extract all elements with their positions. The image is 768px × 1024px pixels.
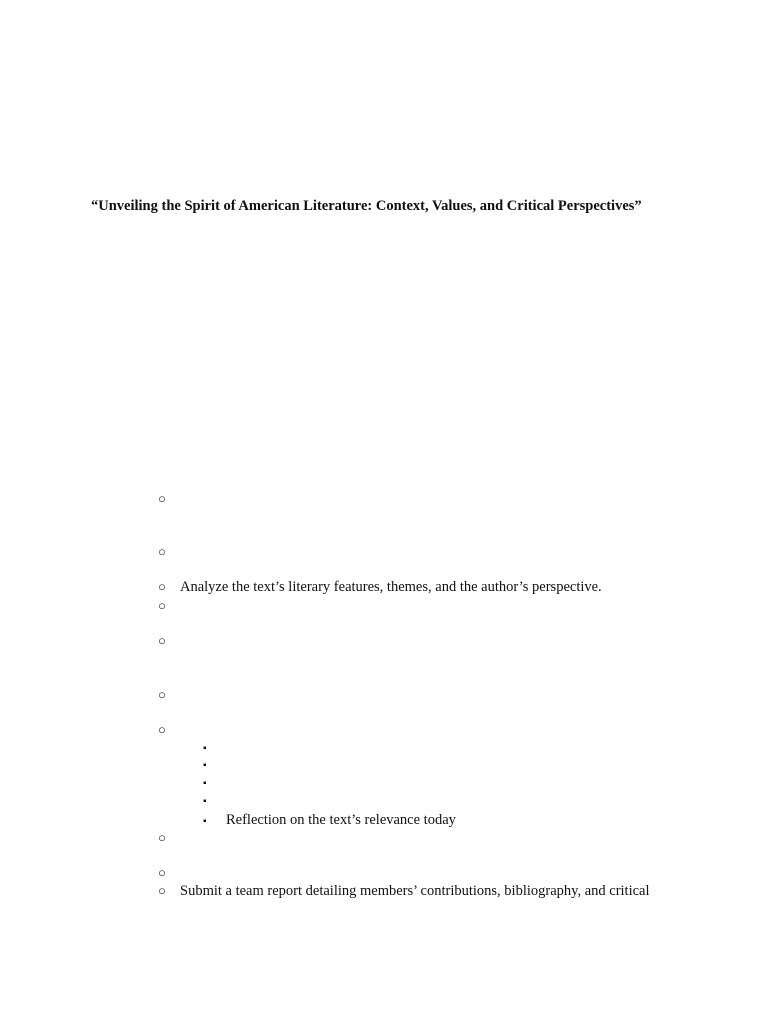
circle-bullet-icon: ○ bbox=[158, 830, 166, 845]
circle-bullet-icon: ○ bbox=[158, 491, 166, 506]
list-item bbox=[158, 597, 180, 615]
circle-bullet-icon: ○ bbox=[158, 722, 166, 737]
square-bullet-icon: ▪ bbox=[203, 816, 207, 827]
square-bullet-icon: ▪ bbox=[203, 796, 207, 807]
list-item bbox=[158, 632, 180, 650]
list-item bbox=[158, 864, 180, 882]
square-bullet-icon: ▪ bbox=[203, 778, 207, 789]
square-bullet-icon: ▪ bbox=[203, 760, 207, 771]
list-item bbox=[158, 882, 650, 900]
circle-bullet-icon: ○ bbox=[158, 687, 166, 702]
circle-bullet-icon: ○ bbox=[158, 883, 166, 898]
document-title: “Unveiling the Spirit of American Literature: Context, Values, and Critical Perspectives” bbox=[91, 198, 642, 214]
circle-bullet-icon: ○ bbox=[158, 633, 166, 648]
sub-list-item bbox=[203, 773, 226, 793]
circle-bullet-icon: ○ bbox=[158, 865, 166, 880]
sub-list-item-text: Reflection on the text’s relevance today bbox=[226, 812, 456, 828]
sub-list-item bbox=[203, 811, 456, 831]
list-item bbox=[158, 721, 180, 739]
list-item-text: Submit a team report detailing members’ contributions, bibliography, and critical bbox=[180, 883, 650, 899]
list-item bbox=[158, 829, 180, 847]
circle-bullet-icon: ○ bbox=[158, 579, 166, 594]
circle-bullet-icon: ○ bbox=[158, 598, 166, 613]
list-item-text: Analyze the text’s literary features, themes, and the author’s perspective. bbox=[180, 579, 602, 595]
list-item bbox=[158, 490, 180, 508]
list-item bbox=[158, 578, 602, 596]
circle-bullet-icon: ○ bbox=[158, 544, 166, 559]
list-item bbox=[158, 686, 180, 704]
sub-list-item bbox=[203, 755, 226, 775]
sub-list-item bbox=[203, 791, 226, 811]
square-bullet-icon: ▪ bbox=[203, 743, 207, 754]
list-item bbox=[158, 543, 180, 561]
